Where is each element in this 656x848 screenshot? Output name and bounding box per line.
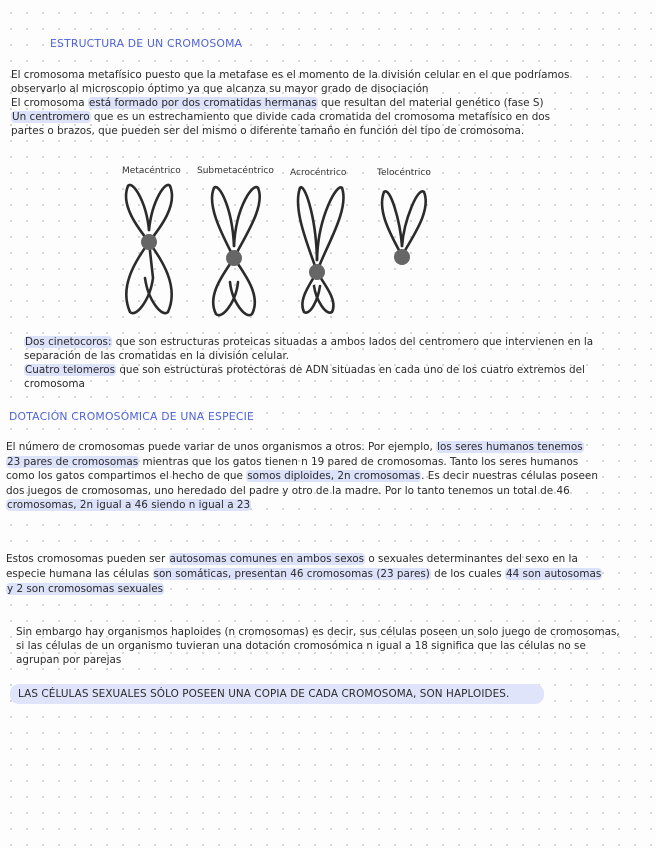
label-acrocentrico: Acrocéntrico xyxy=(290,168,347,178)
aut-line: Estos cromosomas pueden ser autosomas comunes en ambos sexos o sexuales determinantes del sexo en la xyxy=(6,553,578,565)
intro-line: El cromosoma está formado por dos cromatidas hermanas que resultan del material genético (fase S) xyxy=(11,97,544,109)
dot-line: El número de cromosomas puede variar de unos organismos a otros. Por ejemplo, los seres humanos tenemos xyxy=(6,441,583,453)
telocentric-chromosome xyxy=(382,191,426,256)
intro-line: El cromosoma metafísico puesto que la metafase es el momento de la división celular en el que podríamos xyxy=(11,69,570,81)
intro-line: observarlo al microscopio óptimo ya que alcanza su mayor grado de disociación xyxy=(11,83,429,95)
aut-line xyxy=(6,582,652,597)
label-submetacentrico: Submetacéntrico xyxy=(197,166,274,176)
haploides-paragraph xyxy=(16,625,652,667)
highlight: 44 son autosomas xyxy=(506,568,602,580)
highlight: somos diploides, 2n cromosomas xyxy=(247,470,421,482)
highlight: Un centromero xyxy=(12,111,90,123)
section-title-dotacion: DOTACIÓN CROMOSÓMICA DE UNA ESPECIE xyxy=(9,410,254,423)
label-telocentrico: Telocéntrico xyxy=(377,168,431,178)
hap-line: si las células de un organismo tuvieran una dotación cromosómica n igual a 18 significa que las células no se xyxy=(16,640,586,652)
conclusion-text: LAS CÉLULAS SEXUALES SÓLO POSEEN UNA COPIA DE CADA CROMOSOMA, SON HAPLOIDES. xyxy=(18,688,510,700)
dot-line xyxy=(6,498,646,513)
cinetocoros-paragraph xyxy=(24,335,644,391)
dot-line: dos juegos de cromosomas, uno heredado del padre y otro de la madre. Por lo tanto tenemos un total de 46 xyxy=(6,484,570,497)
centromere xyxy=(226,250,242,266)
highlight: son somáticas, presentan 46 cromosomas (23 pares) xyxy=(153,568,430,580)
highlight: Cuatro telomeros xyxy=(25,364,116,376)
dotacion-paragraph xyxy=(6,440,646,513)
cine-line: Dos cinetocoros: que son estructuras proteicas situadas a ambos lados del centromero que intervienen en la xyxy=(25,336,594,348)
autosomas-paragraph xyxy=(6,552,652,597)
dot-line: 23 pares de cromosomas mientras que los gatos tienen n 19 pared de cromosomas. Tanto los seres humanos xyxy=(7,455,579,468)
intro-line: partes o brazos, que pueden ser del mismo o diferente tamaño en función del tipo de cromosoma. xyxy=(11,125,525,137)
hap-line: Sin embargo hay organismos haploides (n cromosomas) es decir, sus células poseen un solo juego de cromosomas, xyxy=(16,626,620,638)
highlight: y 2 son cromosomas sexuales xyxy=(7,583,164,595)
dot-line: como los gatos compartimos el hecho de que somos diploides, 2n cromosomas. Es decir nuestras células poseen xyxy=(6,470,598,482)
highlight: cromosomas, 2n igual a 46 siendo n igual a 23 xyxy=(7,499,251,511)
intro-line: Un centromero que es un estrechamiento que divide cada cromatida del cromosoma metafísico en dos xyxy=(12,111,551,123)
aut-line: especie humana las células son somáticas, presentan 46 cromosomas (23 pares) de los cuales 44 son autosomas xyxy=(6,568,602,580)
cine-line: cromosoma xyxy=(24,378,85,390)
highlight: Dos cinetocoros: xyxy=(25,336,112,348)
centromere xyxy=(309,264,325,280)
page-title: ESTRUCTURA DE UN CROMOSOMA xyxy=(50,37,243,50)
acrocentric-chromosome xyxy=(298,187,344,312)
highlight: autosomas comunes en ambos sexos xyxy=(169,553,365,565)
cine-line: Cuatro telomeros que son estructuras protectoras de ADN situadas en cada uno de los cuatro extremos del xyxy=(25,364,585,376)
cine-line: separación de las cromatidas en la división celular. xyxy=(24,350,290,362)
hap-line: agrupan por parejas xyxy=(16,654,122,666)
centromere xyxy=(141,234,157,250)
centromere xyxy=(394,249,410,265)
highlight: los seres humanos tenemos xyxy=(437,441,583,453)
highlight: está formado por dos cromatidas hermanas xyxy=(88,97,317,109)
label-metacentrico: Metacéntrico xyxy=(122,166,181,176)
highlight: 23 pares de cromosomas xyxy=(7,455,139,468)
